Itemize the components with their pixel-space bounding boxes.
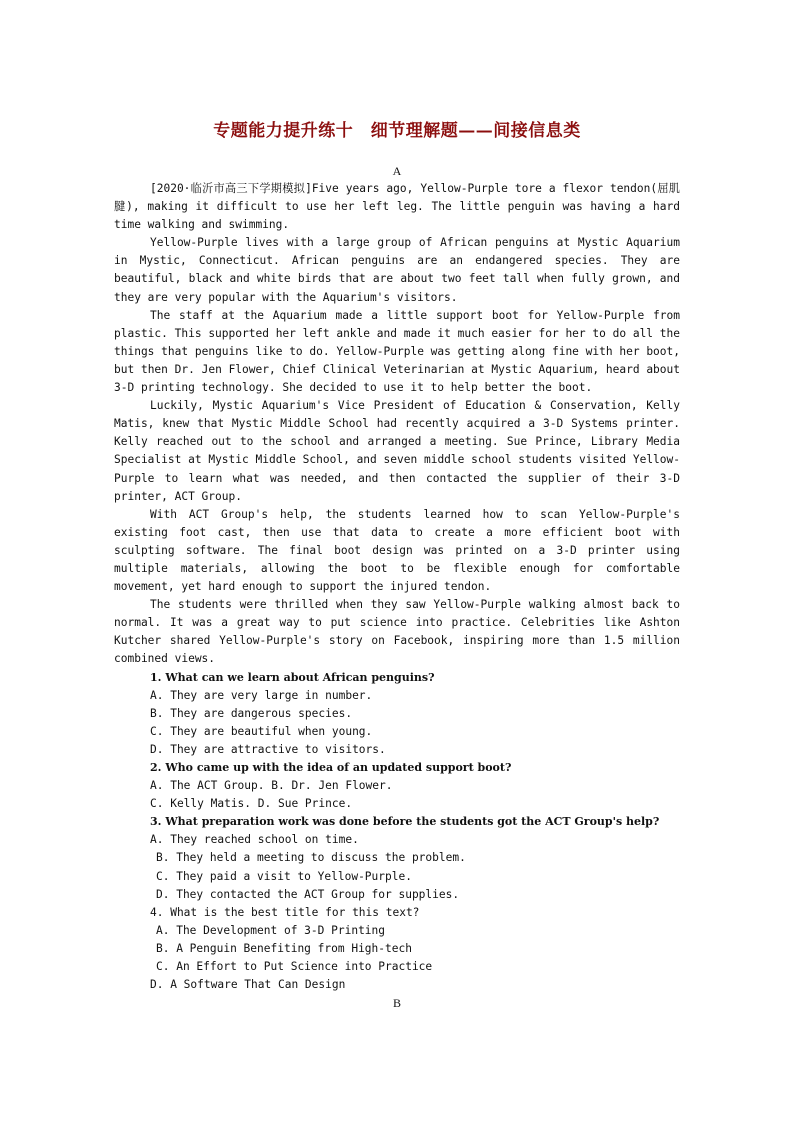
question-3-option-d: D. They contacted the ACT Group for supplies. [156, 887, 460, 901]
question-4-option-b: B. A Penguin Benefiting from High-tech [156, 941, 412, 955]
question-1-option-c: C. They are beautiful when young. [150, 724, 373, 738]
question-4-option-a: A. The Development of 3-D Printing [156, 923, 386, 937]
section-a-label: A [392, 164, 402, 178]
question-3-option-c: C. They paid a visit to Yellow-Purple. [156, 869, 412, 883]
paragraph-2: Yellow-Purple lives with a large group of African penguins at Mystic Aquarium in Mystic, Connecticut. African penguins are an endangered species. They are beautiful, black and white birds that are about two feet tall when fully grown, and they are very popular with the Aquarium's visitors. [114, 236, 680, 304]
question-1-stem: 1. What can we learn about African penguins? [150, 670, 435, 684]
question-2-options-ab: A. The ACT Group. B. Dr. Jen Flower. [150, 779, 393, 793]
question-4-option-d: D. A Software That Can Design [150, 978, 346, 992]
paragraph-3: The staff at the Aquarium made a little support boot for Yellow-Purple from plastic. This supported her left ankle and made it much easier for her to do all the things that penguins like to do. Yellow-Purple was getting along fine with her boot, but then Dr. Jen Flower, Chief Clinical Veterinarian at Mystic Aquarium, heard about 3-D printing technology. She decided to use it to help better the boot. [114, 308, 680, 395]
question-3-option-b: B. They held a meeting to discuss the problem. [156, 851, 466, 865]
document-page [114, 118, 680, 1012]
page-title: 专题能力提升练十 细节理解题——间接信息类 [213, 121, 581, 141]
paragraph-4: Luckily, Mystic Aquarium's Vice President of Education & Conservation, Kelly Matis, knew that Mystic Middle School had recently acquired a 3-D Systems printer. Kelly reached out to the school and arranged a meeting. Sue Prince, Library Media Specialist at Mystic Middle School, and seven middle school students visited Yellow-Purple to learn what was needed, and then contacted the supplier of their 3-D printer, ACT Group. [114, 399, 680, 503]
paragraph-5: With ACT Group's help, the students learned how to scan Yellow-Purple's existing foot cast, then use that data to create a more efficient boot with sculpting software. The final boot design was printed on a 3-D printer using multiple materials, allowing the boot to be flexible enough for comfortable movement, yet hard enough to support the injured tendon. [114, 507, 680, 594]
question-4-stem: 4. What is the best title for this text? [150, 905, 420, 919]
question-3 [114, 813, 680, 903]
section-b-label: B [392, 996, 401, 1011]
question-2 [114, 759, 680, 813]
paragraph-1: [2020·临沂市高三下学期模拟]Five years ago, Yellow-Purple tore a flexor tendon(屈肌腱), making it difficult to use her left leg. The little penguin was having a hard time walking and swimming. [114, 182, 680, 232]
question-2-stem: 2. Who came up with the idea of an updated support boot? [150, 761, 512, 774]
paragraph-6: The students were thrilled when they saw Yellow-Purple walking almost back to normal. It was a great way to put science into practice. Celebrities like Ashton Kutcher shared Yellow-Purple's story on Facebook, inspiring more than 1.5 million combined views. [114, 598, 680, 666]
question-1 [114, 669, 680, 759]
question-2-options-cd: C. Kelly Matis. D. Sue Prince. [150, 797, 353, 811]
question-4-option-c: C. An Effort to Put Science into Practice [156, 960, 433, 974]
question-1-option-d: D. They are attractive to visitors. [150, 742, 386, 756]
question-3-option-a: A. They reached school on time. [150, 833, 359, 847]
question-1-option-a: A. They are very large in number. [150, 688, 373, 702]
question-1-option-b: B. They are dangerous species. [150, 706, 353, 720]
question-3-stem: 3. What preparation work was done before the students got the ACT Group's help? [150, 815, 660, 829]
question-4 [114, 904, 680, 994]
